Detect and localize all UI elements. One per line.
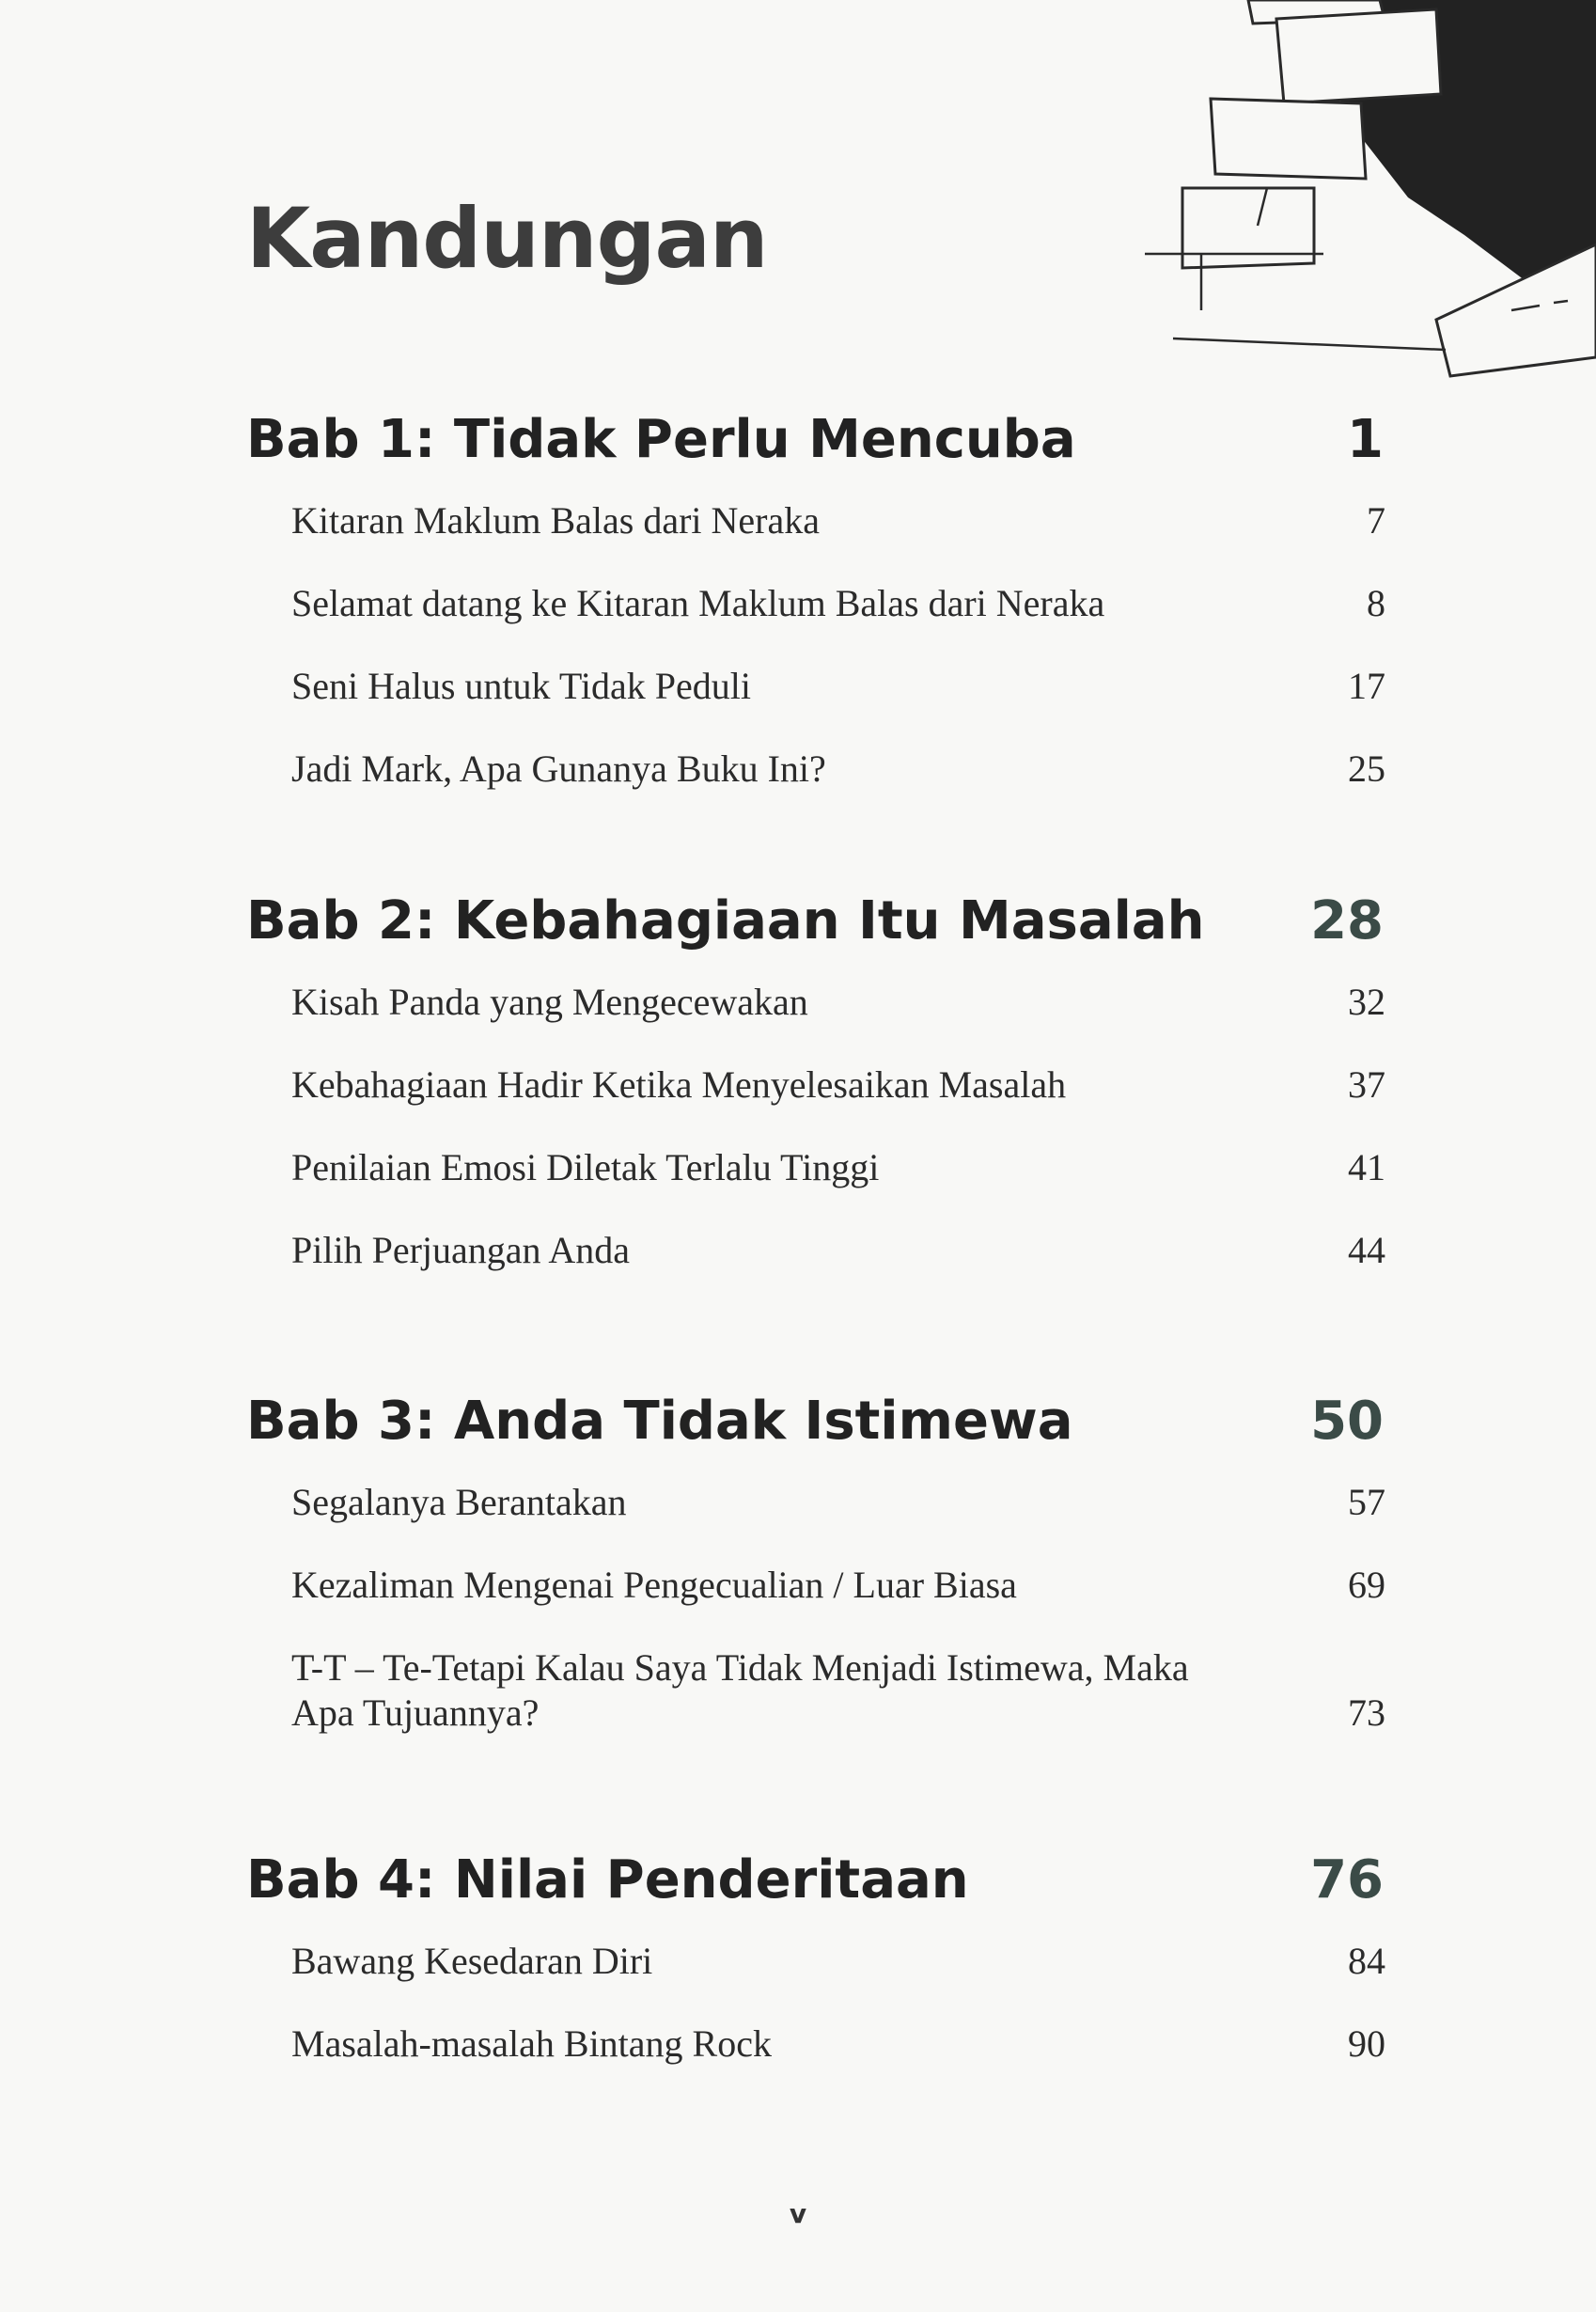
chapter-title: Bab 4: Nilai Penderitaan: [246, 1849, 969, 1911]
toc-entry[interactable]: [291, 1480, 1385, 1525]
chapter-heading[interactable]: [246, 1849, 1385, 1916]
entry-page-number: 90: [1348, 2022, 1385, 2065]
entry-page-number: 73: [1348, 1691, 1385, 1734]
entry-title: Masalah-masalah Bintang Rock: [291, 2022, 772, 2065]
entry-page-number: 17: [1348, 665, 1385, 707]
toc-entry[interactable]: [291, 498, 1385, 543]
entry-page-number: 7: [1367, 499, 1385, 542]
entry-title: T-T – Te-Tetapi Kalau Saya Tidak Menjadi Istimewa, Maka Apa Tujuannya?: [291, 1646, 1189, 1734]
chapter-1: [246, 409, 1385, 829]
toc-entry[interactable]: [291, 1939, 1385, 1984]
chapter-page-number: 50: [1310, 1391, 1384, 1452]
chapter-heading[interactable]: [246, 409, 1385, 476]
chapter-4: [246, 1849, 1385, 2104]
chapter-heading[interactable]: [246, 1391, 1385, 1457]
chapter-title: Bab 2: Kebahagiaan Itu Masalah: [246, 890, 1205, 952]
entry-title: Selamat datang ke Kitaran Maklum Balas dari Neraka: [291, 582, 1105, 624]
entry-title: Seni Halus untuk Tidak Peduli: [291, 665, 751, 707]
chapter-page-number: 1: [1347, 409, 1384, 470]
entry-title: Pilih Perjuangan Anda: [291, 1229, 630, 1271]
stacked-bricks-illustration-icon: [1126, 0, 1596, 395]
entry-page-number: 37: [1348, 1063, 1385, 1106]
entry-page-number: 41: [1348, 1146, 1385, 1188]
entry-title: Kisah Panda yang Mengecewakan: [291, 981, 808, 1023]
entry-title: Kebahagiaan Hadir Ketika Menyelesaikan Masalah: [291, 1063, 1067, 1106]
toc-entry[interactable]: [291, 747, 1385, 792]
page-title: Kandungan: [246, 190, 768, 287]
toc-entry[interactable]: [291, 1645, 1385, 1736]
entry-page-number: 84: [1348, 1940, 1385, 1982]
entry-title: Segalanya Berantakan: [291, 1481, 627, 1523]
chapter-3: [246, 1391, 1385, 1773]
chapter-page-number: 28: [1310, 890, 1384, 952]
chapter-title: Bab 3: Anda Tidak Istimewa: [246, 1391, 1073, 1452]
toc-entry[interactable]: [291, 664, 1385, 709]
chapter-title: Bab 1: Tidak Perlu Mencuba: [246, 409, 1076, 470]
entry-title: Kezaliman Mengenai Pengecualian / Luar Biasa: [291, 1564, 1017, 1606]
toc-entry[interactable]: [291, 1228, 1385, 1273]
entry-title: Bawang Kesedaran Diri: [291, 1940, 653, 1982]
toc-entry[interactable]: [291, 1062, 1385, 1108]
entry-title: Kitaran Maklum Balas dari Neraka: [291, 499, 821, 542]
page-folio: v: [789, 2198, 807, 2229]
toc-entry[interactable]: [291, 980, 1385, 1025]
toc-entry[interactable]: [291, 2021, 1385, 2067]
entry-page-number: 8: [1367, 582, 1385, 624]
entry-title: Penilaian Emosi Diletak Terlalu Tinggi: [291, 1146, 880, 1188]
toc-entry[interactable]: [291, 581, 1385, 626]
entry-page-number: 44: [1348, 1229, 1385, 1271]
toc-entry[interactable]: [291, 1563, 1385, 1608]
entry-page-number: 25: [1348, 747, 1385, 790]
chapter-2: [246, 890, 1385, 1311]
entry-page-number: 57: [1348, 1481, 1385, 1523]
entry-title: Jadi Mark, Apa Gunanya Buku Ini?: [291, 747, 826, 790]
entry-page-number: 69: [1348, 1564, 1385, 1606]
toc-entry[interactable]: [291, 1145, 1385, 1190]
chapter-heading[interactable]: [246, 890, 1385, 957]
chapter-page-number: 76: [1310, 1849, 1384, 1911]
entry-page-number: 32: [1348, 981, 1385, 1023]
